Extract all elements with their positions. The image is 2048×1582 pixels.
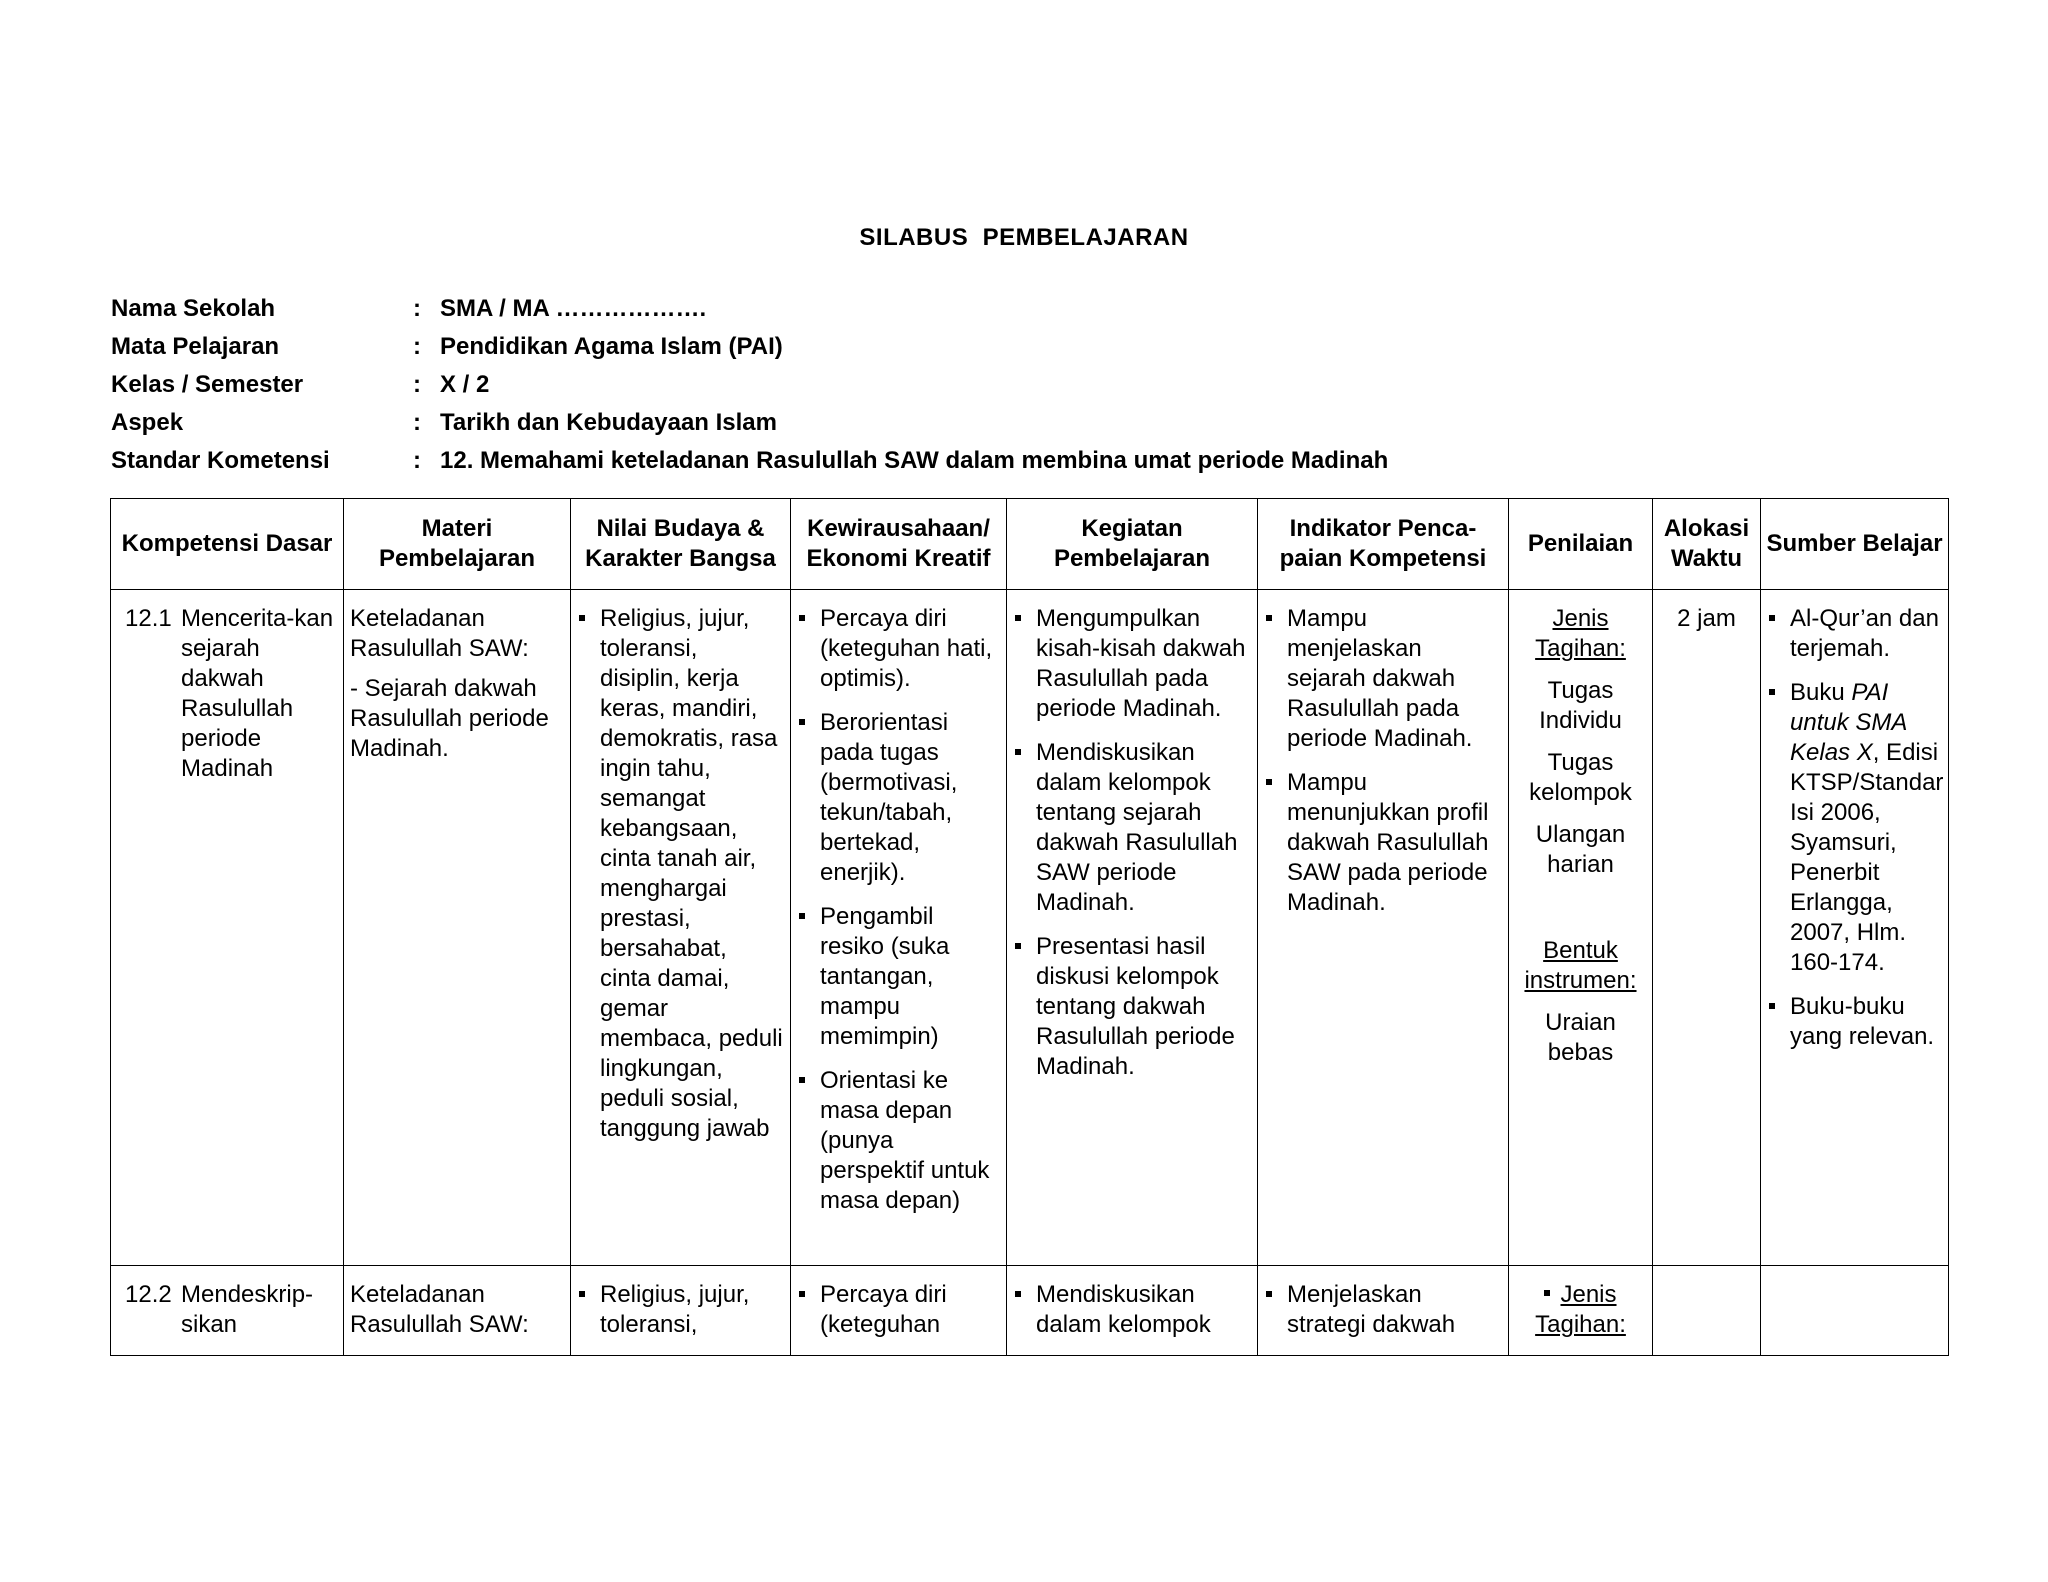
info-row-school <box>111 290 1388 328</box>
bentuk-instrumen-label: Bentuk instrumen: <box>1524 937 1637 994</box>
list-item: Percaya diri (keteguhan <box>797 1280 1000 1340</box>
header-indikator: Indikator Penca-paian Kompetensi <box>1258 499 1509 590</box>
info-value: Pendidikan Agama Islam (PAI) <box>440 333 783 360</box>
materi-heading: Keteladanan Rasulullah SAW: <box>350 605 529 662</box>
table-header-row <box>111 499 1949 590</box>
source-text: , Edisi KTSP/Standar Isi 2006, Syamsuri, Penerbit Erlangga, 2007, Hlm. 160-174. <box>1790 739 1944 976</box>
page-title: SILABUS PEMBELAJARAN <box>859 224 1189 251</box>
cell-penilaian <box>1509 590 1653 1266</box>
kd-number: 12.2 <box>125 1281 172 1308</box>
kd-text: Mencerita-kan sejarah dakwah Rasulullah periode Madinah <box>181 605 334 782</box>
book-title: PAI untuk SMA Kelas X <box>1790 679 1907 766</box>
info-value: SMA / MA ………………. <box>440 295 707 322</box>
jenis-tagihan-item: Tugas Individu <box>1539 677 1622 734</box>
cell-nilai <box>571 1266 791 1356</box>
cell-penilaian <box>1509 1266 1653 1356</box>
list-item: Mengumpulkan kisah-kisah dakwah Rasulullah pada periode Madinah. <box>1013 604 1251 724</box>
info-label: Mata Pelajaran <box>111 333 280 360</box>
list-item: Percaya diri (keteguhan hati, optimis). <box>797 604 1000 694</box>
cell-indikator <box>1258 1266 1509 1356</box>
info-colon: : <box>413 371 421 398</box>
table-row <box>111 590 1949 1266</box>
header-materi: Materi Pembelajaran <box>344 499 571 590</box>
info-label: Aspek <box>111 409 184 436</box>
header-kewirausahaan: Kewirausahaan/ Ekonomi Kreatif <box>791 499 1007 590</box>
header-kegiatan: Kegiatan Pembelajaran <box>1007 499 1258 590</box>
table-row <box>111 1266 1949 1356</box>
jenis-tagihan-label: Jenis Tagihan: <box>1535 1281 1626 1338</box>
cell-alokasi <box>1653 1266 1761 1356</box>
info-row-standard <box>111 442 1388 480</box>
list-item: Menjelaskan strategi dakwah <box>1264 1280 1502 1340</box>
cell-indikator <box>1258 590 1509 1266</box>
bullet-icon <box>1544 1290 1550 1296</box>
header-nilai: Nilai Budaya & Karakter Bangsa <box>571 499 791 590</box>
jenis-tagihan-item: Ulangan harian <box>1535 821 1626 878</box>
header-kompetensi: Kompetensi Dasar <box>111 499 344 590</box>
jenis-tagihan-item: Tugas kelompok <box>1529 749 1632 806</box>
cell-materi <box>344 1266 571 1356</box>
source-text: Buku <box>1790 679 1852 706</box>
info-row-aspect <box>111 404 1388 442</box>
info-label: Standar Kometensi <box>111 447 330 474</box>
cell-nilai <box>571 590 791 1266</box>
list-item: Orientasi ke masa depan (punya perspektif untuk masa depan) <box>797 1066 1000 1216</box>
list-item: Mampu menunjukkan profil dakwah Rasulullah SAW pada periode Madinah. <box>1264 768 1502 918</box>
cell-kewirausahaan <box>791 1266 1007 1356</box>
jenis-tagihan-label: Jenis Tagihan: <box>1535 605 1626 662</box>
cell-alokasi: 2 jam <box>1653 590 1761 1266</box>
bentuk-instrumen-item: Uraian bebas <box>1545 1009 1616 1066</box>
kd-text: Mendeskrip-sikan <box>181 1281 314 1338</box>
info-label: Nama Sekolah <box>111 295 276 322</box>
syllabus-info <box>111 290 1388 480</box>
info-row-class <box>111 366 1388 404</box>
cell-sumber <box>1761 590 1949 1266</box>
header-penilaian: Penilaian <box>1509 499 1653 590</box>
list-item: Al-Qur’an dan terjemah. <box>1767 604 1942 664</box>
info-label: Kelas / Semester <box>111 371 304 398</box>
cell-kompetensi <box>111 1266 344 1356</box>
list-item <box>1767 678 1942 978</box>
info-colon: : <box>413 447 421 474</box>
list-item: Presentasi hasil diskusi kelompok tentang dakwah Rasulullah periode Madinah. <box>1013 932 1251 1082</box>
cell-kegiatan <box>1007 1266 1258 1356</box>
list-item: Pengambil resiko (suka tantangan, mampu memimpin) <box>797 902 1000 1052</box>
materi-item: - Sejarah dakwah Rasulullah periode Madinah. <box>350 675 549 762</box>
materi-heading: Keteladanan Rasulullah SAW: <box>350 1281 529 1338</box>
cell-kewirausahaan <box>791 590 1007 1266</box>
kd-number: 12.1 <box>125 605 172 632</box>
header-alokasi: Alokasi Waktu <box>1653 499 1761 590</box>
cell-sumber <box>1761 1266 1949 1356</box>
cell-kegiatan <box>1007 590 1258 1266</box>
list-item: Mampu menjelaskan sejarah dakwah Rasulullah pada periode Madinah. <box>1264 604 1502 754</box>
syllabus-table <box>110 498 1949 1356</box>
info-colon: : <box>413 333 421 360</box>
info-colon: : <box>413 295 421 322</box>
info-row-subject <box>111 328 1388 366</box>
info-colon: : <box>413 409 421 436</box>
list-item: Buku-buku yang relevan. <box>1767 992 1942 1052</box>
info-value: Tarikh dan Kebudayaan Islam <box>440 409 777 436</box>
header-sumber: Sumber Belajar <box>1761 499 1949 590</box>
cell-kompetensi <box>111 590 344 1266</box>
cell-materi <box>344 590 571 1266</box>
list-item: Religius, jujur, toleransi, disiplin, kerja keras, mandiri, demokratis, rasa ingin tahu, semangat kebangsaan, cinta tanah air, menghargai prestasi, bersahabat, cinta damai, gemar membaca, peduli lingkungan, peduli sosial, tanggung jawab <box>577 604 784 1144</box>
list-item: Berorientasi pada tugas (bermotivasi, tekun/tabah, bertekad, enerjik). <box>797 708 1000 888</box>
list-item: Religius, jujur, toleransi, <box>577 1280 784 1340</box>
list-item: Mendiskusikan dalam kelompok <box>1013 1280 1251 1340</box>
info-value: X / 2 <box>440 371 490 398</box>
info-value: 12. Memahami keteladanan Rasulullah SAW dalam membina umat periode Madinah <box>440 447 1389 474</box>
list-item: Mendiskusikan dalam kelompok tentang sejarah dakwah Rasulullah SAW periode Madinah. <box>1013 738 1251 918</box>
